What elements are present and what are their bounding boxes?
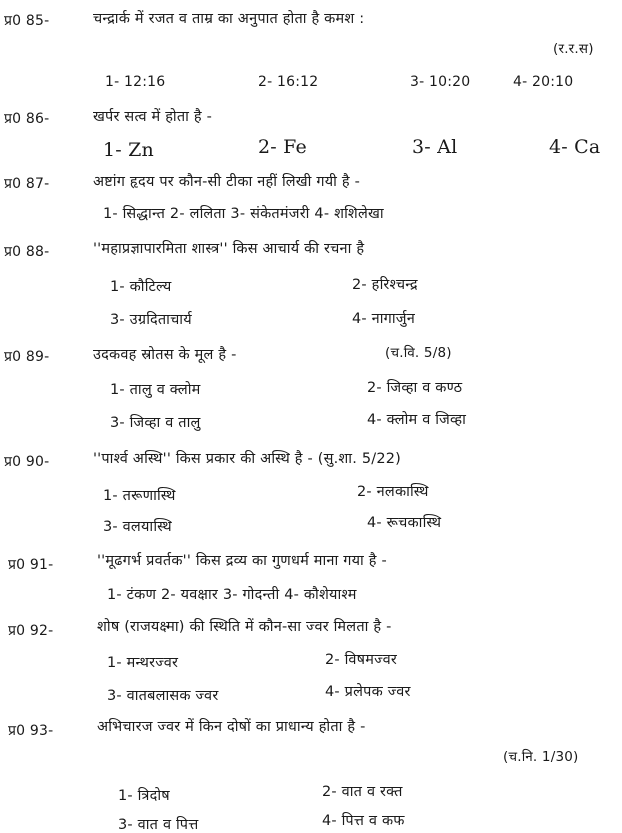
option: 2- नलकास्थि — [357, 484, 429, 500]
option: 1- 12:16 — [105, 74, 166, 90]
question-number: प्र0 91- — [8, 557, 54, 573]
option: 4- नागार्जुन — [352, 311, 415, 327]
option: 3- वात व पित्त — [118, 817, 199, 833]
option: 4- 20:10 — [513, 74, 574, 90]
option: 1- त्रिदोष — [118, 788, 170, 804]
option: 4- पित्त व कफ — [322, 813, 405, 829]
option: 1- कौटिल्य — [110, 279, 172, 295]
question-reference: (च.नि. 1/30) — [503, 749, 579, 765]
option: 3- 10:20 — [410, 74, 471, 90]
question-number: प्र0 89- — [4, 349, 50, 365]
question-text: ''मूढगर्भ प्रवर्तक'' किस द्रव्य का गुणधर्म माना गया है - — [97, 553, 387, 569]
option: 4- रूचकास्थि — [367, 515, 442, 531]
question-text: अभिचारज ज्वर में किन दोषों का प्राधान्य होता है - — [97, 719, 366, 735]
question-number: प्र0 90- — [4, 454, 50, 470]
option: 4- प्रलेपक ज्वर — [325, 684, 411, 700]
option: 1- मन्थरज्वर — [107, 655, 179, 671]
option: 2- 16:12 — [258, 74, 319, 90]
option: 2- विषमज्वर — [325, 652, 398, 668]
options-line: 1- टंकण 2- यवक्षार 3- गोदन्ती 4- कौशेयाश्म — [107, 587, 357, 603]
question-number: प्र0 86- — [4, 111, 50, 127]
question-number: प्र0 93- — [8, 723, 54, 739]
question-text: चन्द्रार्क में रजत व ताम्र का अनुपात होता है कमश : — [93, 11, 365, 27]
option: 3- वलयास्थि — [103, 519, 172, 535]
option: 4- Ca — [549, 136, 601, 158]
question-text: शोष (राजयक्ष्मा) की स्थिति में कौन-सा ज्वर मिलता है - — [97, 619, 392, 635]
question-text: उदकवह स्रोतस के मूल है - — [93, 347, 237, 363]
option: 3- Al — [412, 136, 458, 158]
option: 3- वातबलासक ज्वर — [107, 688, 219, 704]
options-line: 1- सिद्धान्त 2- ललिता 3- संकेतमंजरी 4- शशिलेखा — [103, 206, 384, 222]
question-number: प्र0 88- — [4, 244, 50, 260]
option: 1- Zn — [103, 139, 154, 161]
option: 2- वात व रक्त — [322, 784, 403, 800]
option: 1- तालु व क्लोम — [110, 382, 201, 398]
question-text: ''पार्श्व अस्थि'' किस प्रकार की अस्थि है - (सु.शा. 5/22) — [93, 451, 402, 467]
question-reference: (र.र.स) — [553, 41, 594, 57]
question-reference: (च.वि. 5/8) — [385, 345, 452, 361]
option: 1- तरूणास्थि — [103, 488, 176, 504]
question-number: प्र0 87- — [4, 176, 50, 192]
option: 3- जिव्हा व तालु — [110, 415, 201, 431]
option: 2- हरिश्चन्द्र — [352, 277, 418, 293]
option: 2- Fe — [258, 136, 307, 158]
question-text: खर्पर सत्व में होता है - — [93, 109, 213, 125]
question-text: अष्टांग हृदय पर कौन-सी टीका नहीं लिखी गयी है - — [93, 174, 361, 190]
question-number: प्र0 85- — [4, 13, 50, 29]
option: 2- जिव्हा व कण्ठ — [367, 380, 463, 396]
question-number: प्र0 92- — [8, 623, 54, 639]
option: 4- क्लोम व जिव्हा — [367, 412, 467, 428]
question-text: ''महाप्रज्ञापारमिता शास्त्र'' किस आचार्य की रचना है — [93, 241, 365, 257]
option: 3- उग्रदिताचार्य — [110, 312, 192, 328]
